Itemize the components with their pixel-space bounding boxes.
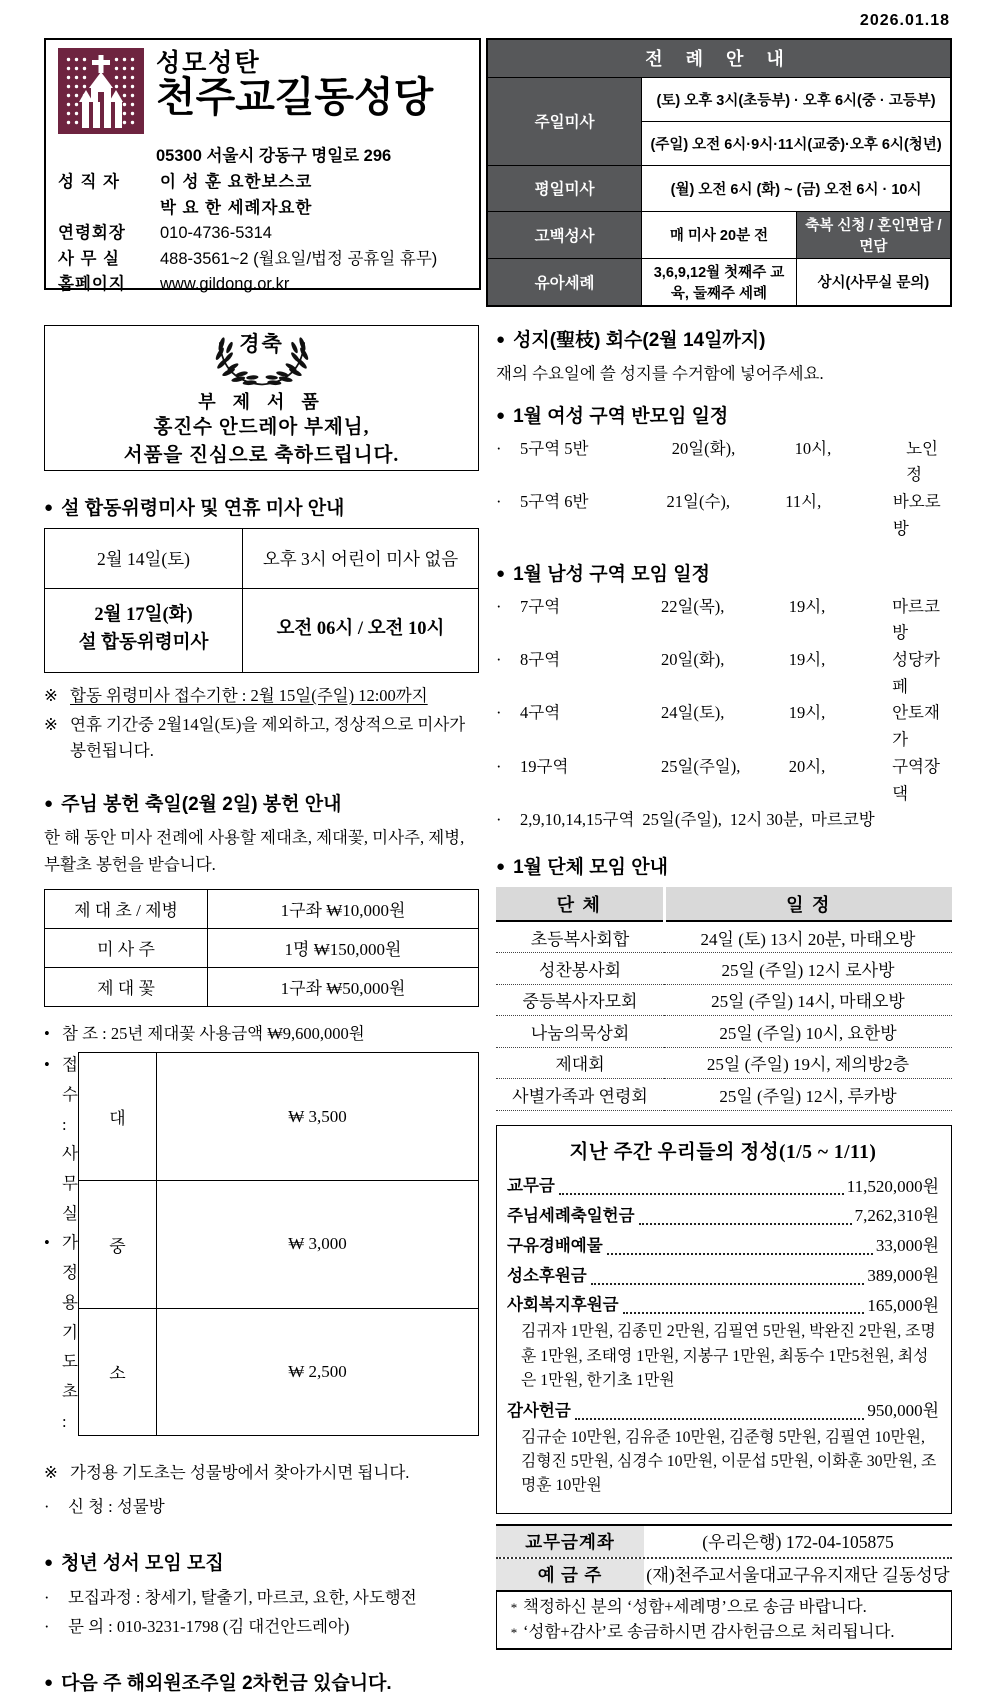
dot-icon: · [496,438,502,458]
candle-area [44,1050,479,1436]
presentation-desc: 한 해 동안 미사 전례에 사용할 제대초, 제대꽃, 미사주, 제병, 부활초 봉헌을 받습니다. [44,828,465,875]
account-row [496,1559,952,1592]
liturgy-confession-label: 고백성사 [487,211,642,258]
palm-desc: 재의 수요일에 쓸 성지를 수거함에 넣어주세요. [496,363,824,383]
candle-price: ₩ 2,500 [156,1308,478,1436]
dot-leader [639,1223,852,1225]
liturgy-weekday-label: 평일미사 [487,165,642,211]
offering-line: 사회복지후원금 165,000원 [507,1295,939,1315]
info-label: 홈페이지 [58,275,126,294]
memorial-note1: ※ 합동 위령미사 접수기한 : 2월 15일(주일) 12:00까지 [44,683,479,709]
dot-icon: · [496,596,502,616]
info-row-chair [58,221,469,247]
candle-price-table [78,1052,479,1436]
dot-icon: · [496,492,502,512]
women-section-title: ● 1월 여성 구역 반모임 일정 [496,405,729,427]
info-label [58,196,160,222]
mass-date: 2월 14일(토) [45,528,243,588]
reception-note: • 접 수 : 사무실 [44,1050,78,1228]
info-row-homepage [58,272,469,298]
liturgy-sunday-row2: (주일) 오전 6시·9시·11시(교중)·오후 6시(청년) [642,121,951,165]
info-value: 박 요 한 세례자요한 [160,198,313,217]
offering-item: 제 대 꽃 [45,967,208,1006]
celebration-line1: 홍진수 안드레아 부제님, [153,416,370,438]
offering-price: 1명 ₩150,000원 [208,928,479,967]
church-title-small: 성모성탄 [156,49,261,77]
liturgy-baptism-label: 유아세례 [487,258,642,306]
apply-note: · 신 청 : 성물방 [44,1492,479,1522]
table-row: 제대회 25일 (주일) 19시, 제의방2층 [496,1047,952,1079]
offerings-title: 지난 주간 우리들의 정성(1/5 ~ 1/11) [569,1141,877,1163]
account-label: 예 금 주 [496,1559,644,1590]
schedule-row: · 8구역 20일(화), 19시, 성당카페 [496,647,952,700]
candle-price: ₩ 3,000 [156,1180,478,1308]
left-column [44,325,479,1703]
account-row [496,1526,952,1559]
dot-leader [623,1312,865,1314]
content-columns [44,325,952,1703]
weekly-offerings-box [496,1125,952,1514]
bullet-icon: ● [44,498,54,516]
candle-price: ₩ 3,500 [156,1053,478,1181]
schedule-row: · 2,9,10,14,15구역 25일(주일), 12시 30분, 마르코방 [496,807,952,834]
liturgy-baptism-schedule: 3,6,9,12월 첫째주 교육, 둘째주 세례 [642,258,797,306]
homepage-url: www.gildong.or.kr [160,275,290,294]
celebration-word: 경축 [239,331,284,356]
account-note: * 책정하신 분의 ‘성함+세례명’으로 송금 바랍니다. [505,1595,945,1620]
youth-section-title: ● 청년 성서 모임 모집 [44,1552,224,1574]
schedule-row: · 19구역 25일(주일), 20시, 구역장댁 [496,754,952,807]
dot-icon: · [44,1496,50,1516]
offering-donors: 김규순 10만원, 김유준 10만원, 김준형 5만원, 김필연 10만원, 김형진 5만원, 심경수 10만원, 이문섭 5만원, 이화훈 30만원, 조명훈 10만원 [521,1428,937,1495]
liturgy-confession-time: 매 미사 20분 전 [642,211,797,258]
liturgy-table [486,38,952,307]
dot-icon: · [496,703,502,723]
dot-icon: · [496,756,502,776]
asterisk-icon: * [510,1599,518,1615]
presentation-section-title: ● 주님 봉헌 축일(2월 2일) 봉헌 안내 [44,794,342,816]
dot-icon: • [44,1055,50,1075]
info-label: 연령회장 [58,224,126,243]
info-value: 010-4736-5314 [160,224,272,243]
bullet-icon: ● [44,1553,54,1571]
celebration-subject: 부 제 서 품 [198,391,325,412]
women-schedule-list [496,436,952,543]
offering-line: 성소후원금 389,000원 [507,1265,939,1285]
groups-header-name: 단 체 [496,887,664,921]
info-row-priest [58,170,469,196]
liturgy-confession-right: 축복 신청 / 혼인면담 / 면담 [796,211,951,258]
dot-leader [607,1253,873,1255]
groups-header-row [496,887,952,921]
offering-line: 주님세례축일헌금 7,262,310원 [507,1206,939,1226]
men-section-title: ● 1월 남성 구역 모임 일정 [496,563,710,585]
bullet-icon: ● [496,858,506,876]
celebration-line2: 서품을 진심으로 축하드립니다. [123,444,400,466]
ref-mark-icon: ※ [44,685,58,705]
youth-course: · 모집과정 : 창세기, 탈출기, 마르코, 요한, 사도행전 [44,1583,479,1613]
bullet-icon: ● [44,1673,54,1691]
mass-info: 오후 3시 어린이 미사 없음 [243,528,479,588]
mass-date: 2월 17일(화) 설 합동위령미사 [45,588,243,672]
account-holder: (재)천주교서울대교구유지재단 길동성당 [646,1564,950,1585]
offering-item: 미 사 주 [45,928,208,967]
issue-date: 2026.01.18 [859,12,950,29]
account-number: (우리은행) 172-04-105875 [702,1531,894,1552]
pickup-note: ※ 가정용 기도초는 성물방에서 찾아가시면 됩니다. [44,1460,479,1486]
bullet-icon: ● [496,406,506,424]
info-label: 사 무 실 [58,249,120,268]
info-row-priest2 [58,196,469,222]
memorial-section-title: ● 설 합동위령미사 및 연휴 미사 안내 [44,497,345,519]
candle-label: • 가정용 기도초 : [44,1228,78,1436]
table-row: 사별가족과 연령회 25일 (주일) 12시, 루카방 [496,1079,952,1111]
dot-icon: • [44,1023,50,1043]
candle-size: 중 [78,1180,156,1308]
offering-price: 1구좌 ₩50,000원 [208,967,479,1006]
liturgy-weekday-row: (월) 오전 6시 (화) ~ (금) 오전 6시 · 10시 [642,165,951,211]
church-address: 05300 서울시 강동구 명일로 296 [156,147,392,165]
presentation-ref-note: • 참 조 : 25년 제대꽃 사용금액 ₩9,600,000원 [44,1019,479,1049]
palm-section-title: ● 성지(聖枝) 회수(2월 14일까지) [496,329,766,351]
dot-icon: · [496,810,502,830]
account-note: * ‘성함+감사’로 송금하시면 감사헌금으로 처리됩니다. [505,1620,945,1645]
info-row-office [58,247,469,273]
liturgy-sunday-row1: (토) 오후 3시(초등부) · 오후 6시(중 · 고등부) [642,77,951,121]
dot-icon: · [496,650,502,670]
candle-notes [44,1050,78,1436]
bullet-icon: ● [496,330,506,348]
men-schedule-list [496,594,952,834]
account-notes [496,1592,952,1651]
offering-price: 1구좌 ₩10,000원 [208,889,479,928]
second-collection-title: ● 다음 주 해외원조주일 2차헌금 있습니다. [44,1672,392,1694]
info-value: 이 성 훈 요한보스코 [160,173,313,191]
presentation-table [44,889,479,1007]
info-label: 성 직 자 [58,173,120,191]
laurel-wreath-icon [197,330,327,388]
memorial-note2: ※ 연휴 기간중 2월14일(토)을 제외하고, 정상적으로 미사가 봉헌됩니다. [44,712,479,763]
schedule-row: · 5구역 5반 20일(화), 10시, 노인정 [496,436,952,489]
church-logo-icon [58,48,144,134]
groups-header-schedule: 일 정 [664,887,952,921]
dot-leader [591,1283,865,1285]
groups-section-title: ● 1월 단체 모임 안내 [496,857,668,879]
church-brand [58,48,469,134]
offering-line: 구유경배예물 33,000원 [507,1236,939,1256]
account-label: 교무금계좌 [496,1526,644,1557]
liturgy-title: 전 례 안 내 [487,39,951,77]
bullet-icon: ● [44,795,54,813]
table-row: 성찬봉사회 25일 (주일) 12시 로사방 [496,953,952,985]
right-column [496,325,952,1703]
memorial-mass-table [44,528,479,673]
youth-contact: · 문 의 : 010-3231-1798 (김 대건안드레아) [44,1612,479,1642]
table-row: 나눔의묵상회 25일 (주일) 10시, 요한방 [496,1016,952,1048]
asterisk-icon: * [510,1624,518,1640]
dot-icon: · [44,1617,50,1637]
ref-mark-icon: ※ [44,1463,58,1483]
mass-info: 오전 06시 / 오전 10시 [243,588,479,672]
celebration-box [44,325,479,471]
groups-table [496,887,952,1111]
liturgy-sunday-label: 주일미사 [487,77,642,165]
dot-icon: · [44,1587,50,1607]
dot-leader [575,1418,865,1420]
liturgy-baptism-right: 상시(사무실 문의) [796,258,951,306]
church-info-box [44,38,481,294]
table-row: 초등복사회합 24일 (토) 13시 20분, 마태오방 [496,921,952,953]
dot-icon: • [44,1233,50,1253]
info-value: 488-3561~2 (월요일/법정 공휴일 휴무) [160,249,438,268]
offering-line: 교무금 11,520,000원 [507,1176,939,1196]
table-row: 중등복사자모회 25일 (주일) 14시, 마태오방 [496,984,952,1016]
account-info [496,1524,952,1651]
offering-item: 제 대 초 / 제병 [45,889,208,928]
dot-leader [559,1193,844,1195]
candle-size: 대 [78,1053,156,1181]
church-titles [156,48,433,119]
offering-line: 감사헌금 950,000원 [507,1400,939,1420]
schedule-row: · 4구역 24일(토), 19시, 안토재가 [496,700,952,753]
schedule-row: · 7구역 22일(목), 19시, 마르코방 [496,594,952,647]
header [44,38,952,307]
bullet-icon: ● [496,564,506,582]
ref-mark-icon: ※ [44,715,58,735]
offering-donors: 김귀자 1만원, 김종민 2만원, 김필연 5만원, 박완진 2만원, 조명훈 1만원, 조태영 1만원, 지봉구 1만원, 최동수 1만5천원, 최성은 1만원, 한기초 1만원 [521,1323,936,1390]
schedule-row: · 5구역 6반 21일(수), 11시, 바오로방 [496,489,952,542]
candle-size: 소 [78,1308,156,1436]
church-title-large: 천주교길동성당 [156,74,434,121]
